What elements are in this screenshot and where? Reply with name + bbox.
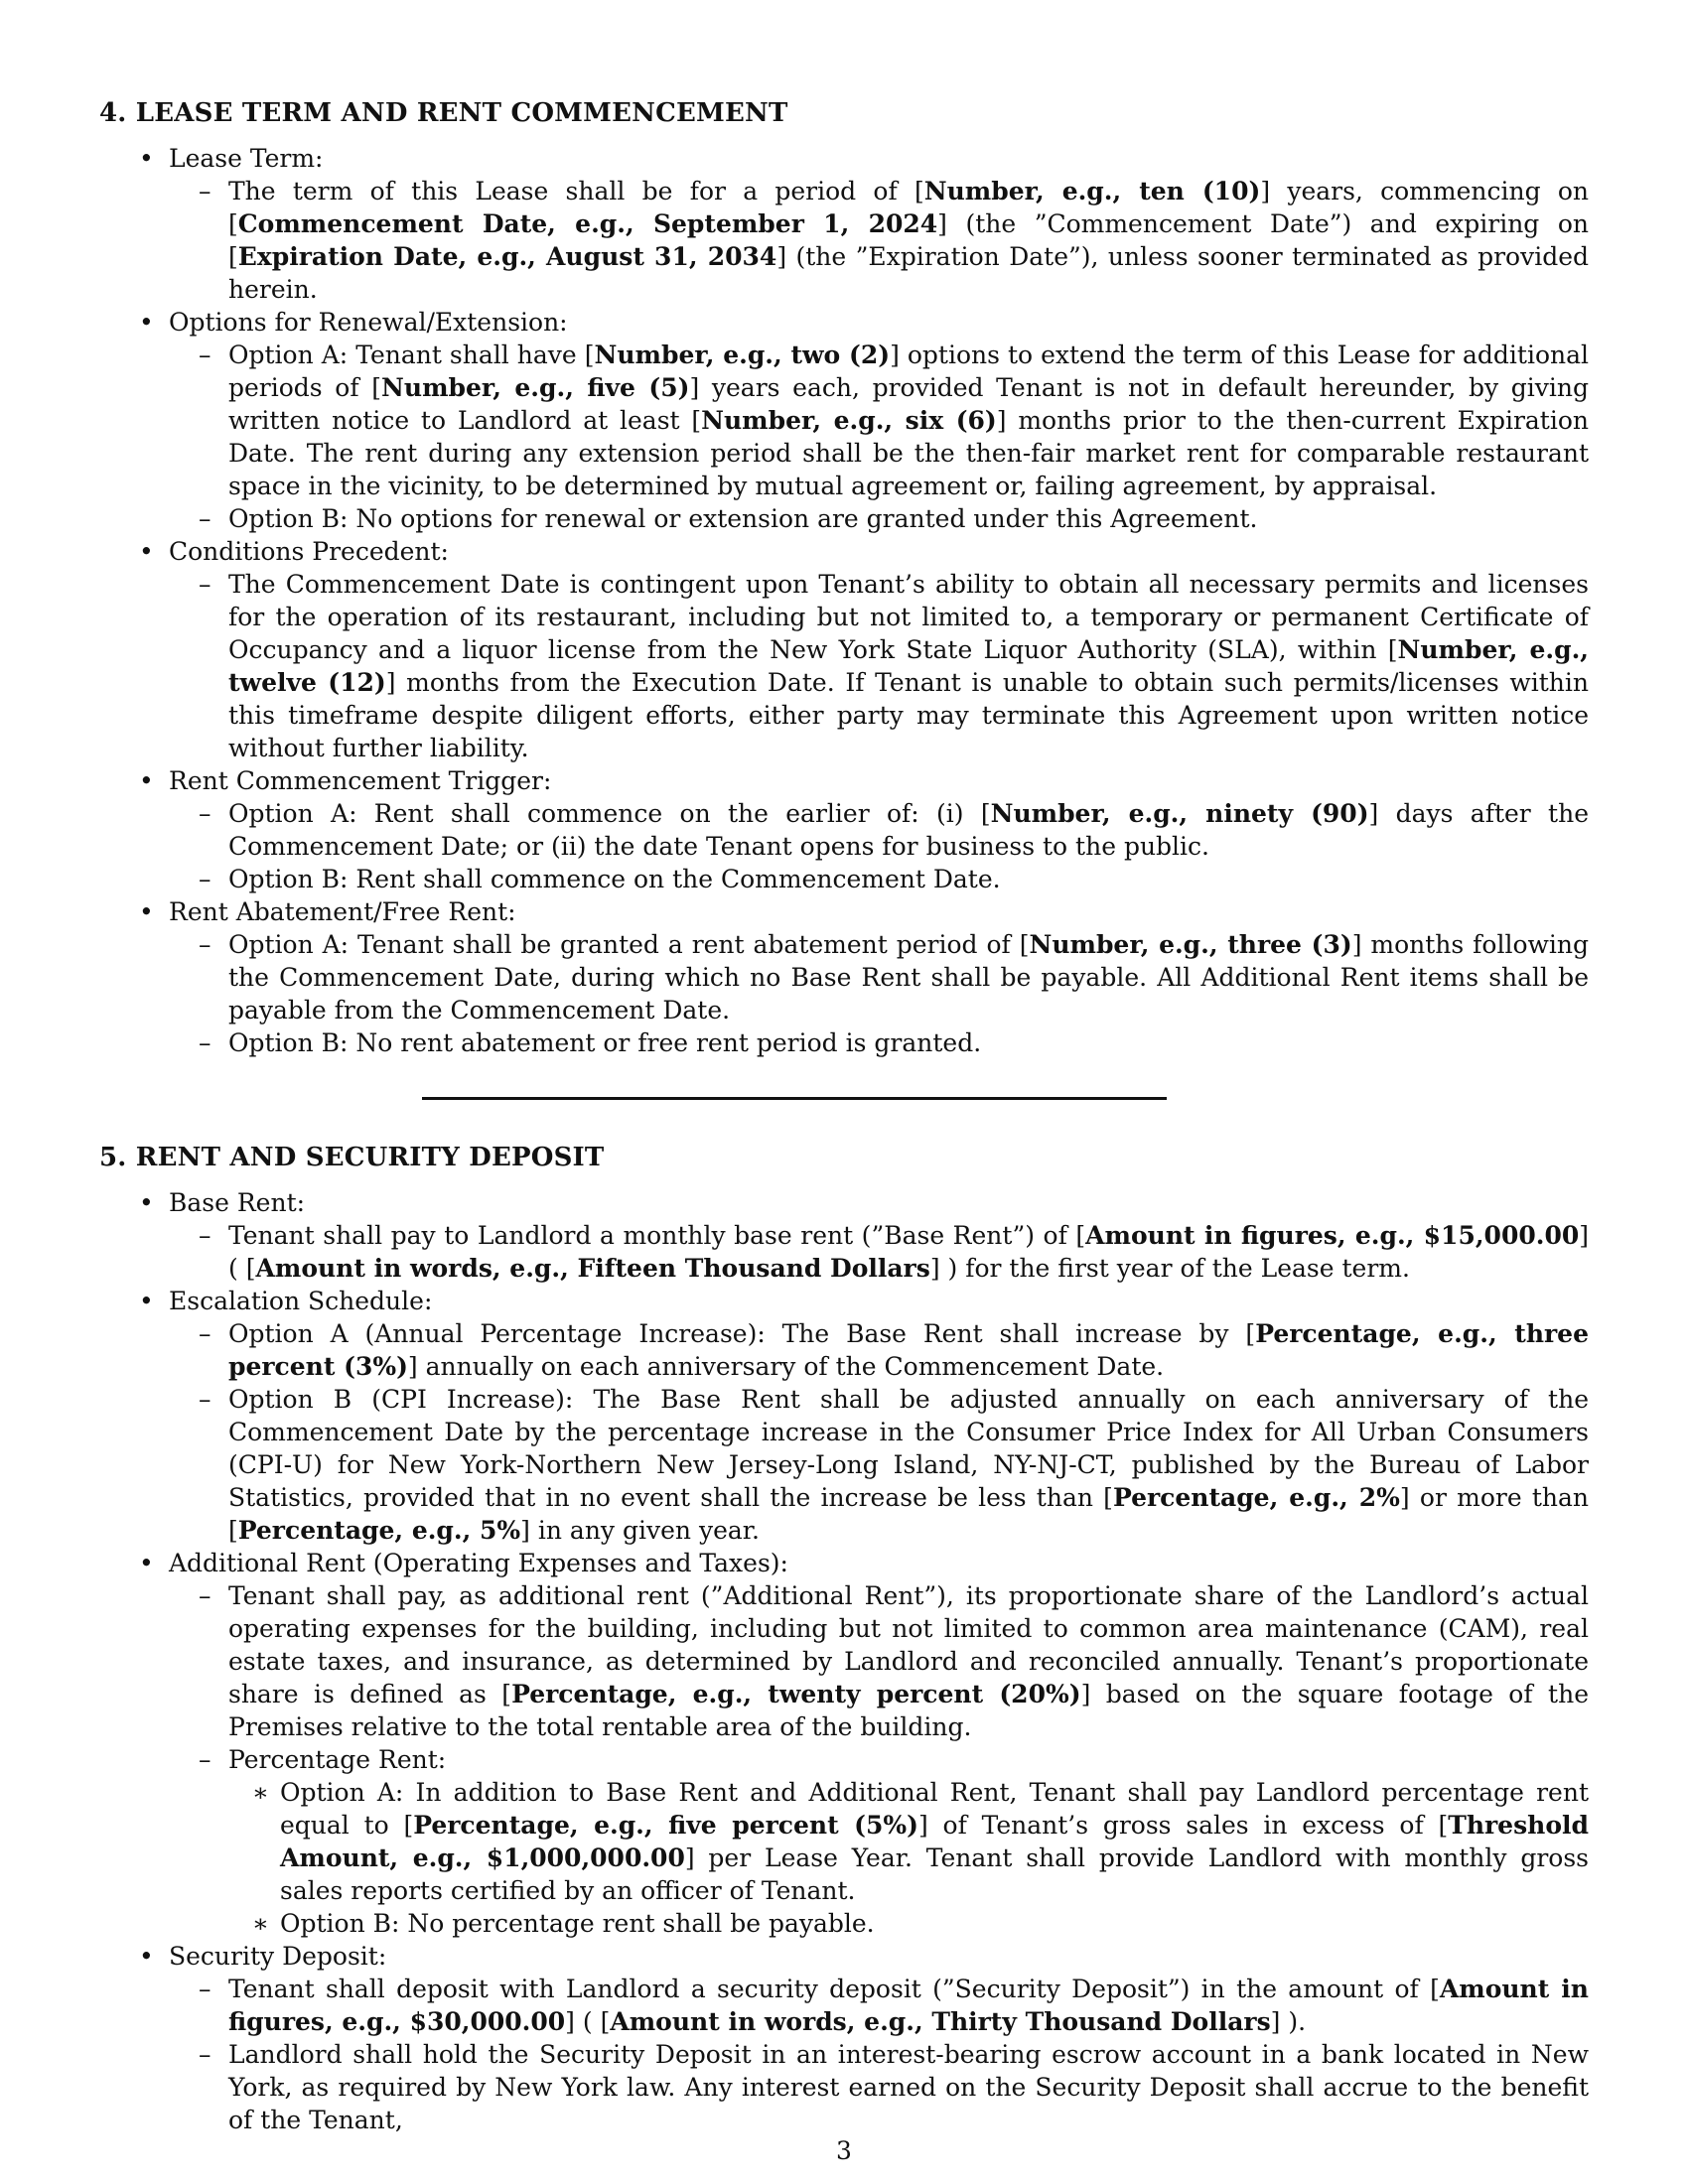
- placeholder-text: Number, e.g., five (5): [381, 373, 690, 402]
- dash-icon: –: [199, 570, 211, 599]
- sub-list-item: [169, 568, 1589, 764]
- text-run: ] months following the Commencement Date, during which no Base Rent shall be payable. All Additional Rent items shall be payable from the Commencement Date.: [228, 930, 1590, 1024]
- dash-icon: –: [199, 1221, 211, 1250]
- item-label: Security Deposit:: [169, 1942, 387, 1971]
- list-item: [99, 1285, 1589, 1547]
- text-run: ] days after the Commencement Date; or (ii) the date Tenant opens for business to the public.: [228, 799, 1589, 861]
- item-text: [228, 1975, 1589, 2036]
- placeholder-text: Percentage, e.g., 2%: [1112, 1483, 1400, 1512]
- item-text: [228, 930, 1589, 1024]
- placeholder-text: Number, e.g., twelve (12): [228, 635, 1589, 697]
- item-text: [228, 799, 1589, 861]
- list-item: [99, 1940, 1589, 2136]
- bullet-icon: •: [139, 144, 154, 173]
- list-item: [99, 764, 1589, 895]
- dash-icon: –: [199, 1028, 211, 1057]
- sub-list: [169, 175, 1589, 306]
- item-text: [228, 504, 1257, 533]
- text-run: Option B (CPI Increase): The Base Rent shall be adjusted annually on each anniversary of the Commencement Date by the percentage increase in the Consumer Price Index for All Urban Consumers (CPI-U) for New York-Northern New Jersey-Long Island, NY-NJ-CT, published by the Bureau of Labor Statistics, provided that in no event shall the increase be less than [: [228, 1385, 1589, 1512]
- text-run: ] based on the square footage of the Premises relative to the total rentable area of the building.: [228, 1680, 1590, 1741]
- placeholder-text: Amount in words, e.g., Fifteen Thousand Dollars: [255, 1254, 930, 1283]
- asterisk-icon: ∗: [252, 1778, 269, 1807]
- item-label: Lease Term:: [169, 144, 324, 173]
- dash-icon: –: [199, 1581, 211, 1610]
- item-text: [228, 1319, 1589, 1381]
- bullet-icon: •: [139, 1942, 154, 1971]
- sub-sub-list-item: [228, 1907, 1589, 1940]
- text-run: [: [914, 177, 924, 205]
- item-label: Rent Abatement/Free Rent:: [169, 897, 516, 926]
- dash-icon: –: [199, 930, 211, 959]
- bullet-icon: •: [139, 1287, 154, 1315]
- sub-list-item: [169, 1026, 1589, 1059]
- placeholder-text: Threshold Amount, e.g., $1,000,000.00: [280, 1811, 1589, 1872]
- text-run: ] years each, provided Tenant is not in default hereunder, by giving written notice to Landlord at least [: [228, 373, 1589, 435]
- item-text: [228, 1221, 1589, 1283]
- item-label: Options for Renewal/Extension:: [169, 308, 568, 337]
- item-label: Rent Commencement Trigger:: [169, 766, 552, 795]
- sub-list-item: [169, 797, 1589, 863]
- item-text: [228, 865, 1001, 893]
- dash-icon: –: [199, 1385, 211, 1414]
- dash-icon: –: [199, 799, 211, 828]
- sub-list-item: [169, 1973, 1589, 2038]
- bullet-icon: •: [139, 1549, 154, 1577]
- text-run: Tenant shall deposit with Landlord a security deposit (”Security Deposit”) in the amount of [: [228, 1975, 1440, 2003]
- list-item: [99, 1186, 1589, 1285]
- text-run: ] months prior to the then-current Expiration Date. The rent during any extension period shall be the then-fair market rent for comparable restaurant space in the vicinity, to be determined by mutual agreement or, failing agreement, by appraisal.: [228, 406, 1589, 500]
- list-item: [99, 1547, 1589, 1940]
- bullet-icon: •: [139, 1188, 154, 1217]
- item-label: Additional Rent (Operating Expenses and Taxes):: [169, 1549, 788, 1577]
- text-run: ] years, commencing on [: [228, 177, 1590, 238]
- text-run: Landlord shall hold the Security Deposit in an interest-bearing escrow account in a bank located in New York, as required by New York law. Any interest earned on the Security Deposit shall accrue to the benefit of the Tenant,: [228, 2040, 1589, 2134]
- sub-list-item: [169, 863, 1589, 895]
- sub-sub-list-item: [228, 1776, 1589, 1907]
- section-5-list: [99, 1186, 1589, 2136]
- placeholder-text: Commencement Date, e.g., September 1, 2024: [237, 209, 938, 238]
- placeholder-text: Number, e.g., ninety (90): [990, 799, 1369, 828]
- text-run: ] ).: [1270, 2007, 1307, 2036]
- text-run: Option A (Annual Percentage Increase): The Base Rent shall increase by [: [228, 1319, 1256, 1348]
- sub-list-item: [169, 1383, 1589, 1547]
- text-run: Option A: Rent shall commence on the earlier of: (i) [: [228, 799, 991, 828]
- section-4-list: [99, 142, 1589, 1059]
- item-text: [228, 1028, 981, 1057]
- section-5: [99, 1142, 1589, 2136]
- text-run: ] per Lease Year. Tenant shall provide Landlord with monthly gross sales reports certified by an officer of Tenant.: [280, 1843, 1590, 1905]
- sub-list-item: [169, 1317, 1589, 1383]
- dash-icon: –: [199, 1319, 211, 1348]
- text-run: ] (the ”Commencement Date”) and expiring on [: [228, 209, 1590, 271]
- text-run: Tenant shall pay, as additional rent (”Additional Rent”), its proportionate share of the Landlord’s actual operating expenses for the building, including but not limited to common area maintenance (CAM), real estate taxes, and insurance, as determined by Landlord and reconciled annually. Tenant’s proportionate share is defined as [: [228, 1581, 1589, 1708]
- sub-list: [169, 1579, 1589, 1940]
- sub-list: [169, 928, 1589, 1059]
- item-text: [280, 1778, 1589, 1905]
- list-item: [99, 306, 1589, 535]
- text-run: ] annually on each anniversary of the Commencement Date.: [407, 1352, 1165, 1381]
- bullet-icon: •: [139, 766, 154, 795]
- placeholder-text: Number, e.g., two (2): [594, 341, 891, 369]
- section-4-title: 4. LEASE TERM AND RENT COMMENCEMENT: [99, 98, 788, 128]
- item-text: [228, 2040, 1589, 2134]
- asterisk-icon: ∗: [252, 1909, 269, 1938]
- text-run: Tenant shall pay to Landlord a monthly base rent (”Base Rent”) of [: [228, 1221, 1086, 1250]
- page-number: 3: [836, 2136, 852, 2165]
- list-item: [99, 535, 1589, 764]
- dash-icon: –: [199, 1745, 211, 1774]
- item-text: [228, 177, 1589, 304]
- text-run: Option B: No percentage rent shall be payable.: [280, 1909, 875, 1938]
- item-text: [228, 341, 1589, 500]
- placeholder-text: Expiration Date, e.g., August 31, 2034: [237, 242, 777, 271]
- sub-list: [169, 797, 1589, 895]
- sub-list-item: [169, 928, 1589, 1026]
- placeholder-text: Amount in figures, e.g., $30,000.00: [228, 1975, 1589, 2036]
- placeholder-text: Percentage, e.g., five percent (5%): [413, 1811, 918, 1840]
- item-label: Conditions Precedent:: [169, 537, 449, 566]
- text-run: The Commencement Date is contingent upon Tenant’s ability to obtain all necessary permits and licenses for the operation of its restaurant, including but not limited to, a temporary or permanent Certificate of Occupancy and a liquor license from the New York State Liquor Authority (SLA), within [: [228, 570, 1589, 664]
- item-text: [228, 1385, 1589, 1545]
- placeholder-text: Number, e.g., ten (10): [923, 177, 1261, 205]
- placeholder-text: Amount in figures, e.g., $15,000.00: [1085, 1221, 1580, 1250]
- dash-icon: –: [199, 2040, 211, 2069]
- sub-list: [169, 568, 1589, 764]
- item-label: Base Rent:: [169, 1188, 306, 1217]
- sub-list-item: [169, 1743, 1589, 1940]
- text-run: ] (the ”Expiration Date”), unless sooner terminated as provided herein.: [228, 242, 1589, 304]
- text-run: ] months from the Execution Date. If Tenant is unable to obtain such permits/licenses within this timeframe despite diligent efforts, either party may terminate this Agreement upon written notice without further liability.: [228, 668, 1589, 762]
- list-item: [99, 895, 1589, 1059]
- item-text: [228, 1581, 1589, 1741]
- placeholder-text: Number, e.g., six (6): [701, 406, 997, 435]
- text-run: ] ( [: [565, 2007, 611, 2036]
- section-divider: [422, 1097, 1167, 1100]
- sub-list: [169, 1219, 1589, 1285]
- list-item: [99, 142, 1589, 306]
- text-run: Option B: No options for renewal or extension are granted under this Agreement.: [228, 504, 1258, 533]
- item-label: Escalation Schedule:: [169, 1287, 433, 1315]
- text-run: ] or more than [: [228, 1483, 1589, 1545]
- document-page: [99, 97, 1589, 2136]
- bullet-icon: •: [139, 308, 154, 337]
- sub-list-item: [169, 339, 1589, 502]
- text-run: ] options to extend the term of this Lease for additional periods of [: [228, 341, 1590, 402]
- placeholder-text: Percentage, e.g., three percent (3%): [228, 1319, 1589, 1381]
- item-text: [280, 1909, 875, 1938]
- dash-icon: –: [199, 177, 211, 205]
- dash-icon: –: [199, 504, 211, 533]
- text-run: Option A: In addition to Base Rent and Additional Rent, Tenant shall pay Landlord percentage rent equal to [: [280, 1778, 1589, 1840]
- placeholder-text: Percentage, e.g., 5%: [237, 1516, 521, 1545]
- sub-list: [169, 339, 1589, 535]
- dash-icon: –: [199, 1975, 211, 2003]
- dash-icon: –: [199, 341, 211, 369]
- bullet-icon: •: [139, 897, 154, 926]
- sub-list-item: [169, 502, 1589, 535]
- text-run: ] of Tenant’s gross sales in excess of [: [918, 1811, 1449, 1840]
- bullet-icon: •: [139, 537, 154, 566]
- sub-list-item: [169, 175, 1589, 306]
- sub-list: [169, 1973, 1589, 2136]
- sub-list-item: [169, 1579, 1589, 1743]
- text-run: ] in any given year.: [520, 1516, 760, 1545]
- section-5-title: 5. RENT AND SECURITY DEPOSIT: [99, 1143, 605, 1172]
- sub-sub-list: [228, 1776, 1589, 1940]
- text-run: ] ) for the first year of the Lease term.: [929, 1254, 1410, 1283]
- text-run: ] ( [: [228, 1221, 1589, 1283]
- sub-list-item: [169, 2038, 1589, 2136]
- text-run: The term of this Lease shall be for a period of: [228, 177, 914, 205]
- placeholder-text: Number, e.g., three (3): [1029, 930, 1352, 959]
- item-text: [228, 570, 1589, 762]
- dash-icon: –: [199, 865, 211, 893]
- placeholder-text: Percentage, e.g., twenty percent (20%): [511, 1680, 1081, 1708]
- sub-list: [169, 1317, 1589, 1547]
- text-run: Option A: Tenant shall have [: [228, 341, 595, 369]
- sub-item-label: Percentage Rent:: [228, 1745, 447, 1774]
- text-run: Option B: Rent shall commence on the Commencement Date.: [228, 865, 1001, 893]
- text-run: Option B: No rent abatement or free rent period is granted.: [228, 1028, 982, 1057]
- placeholder-text: Amount in words, e.g., Thirty Thousand Dollars: [610, 2007, 1271, 2036]
- sub-list-item: [169, 1219, 1589, 1285]
- text-run: Option A: Tenant shall be granted a rent abatement period of [: [228, 930, 1030, 959]
